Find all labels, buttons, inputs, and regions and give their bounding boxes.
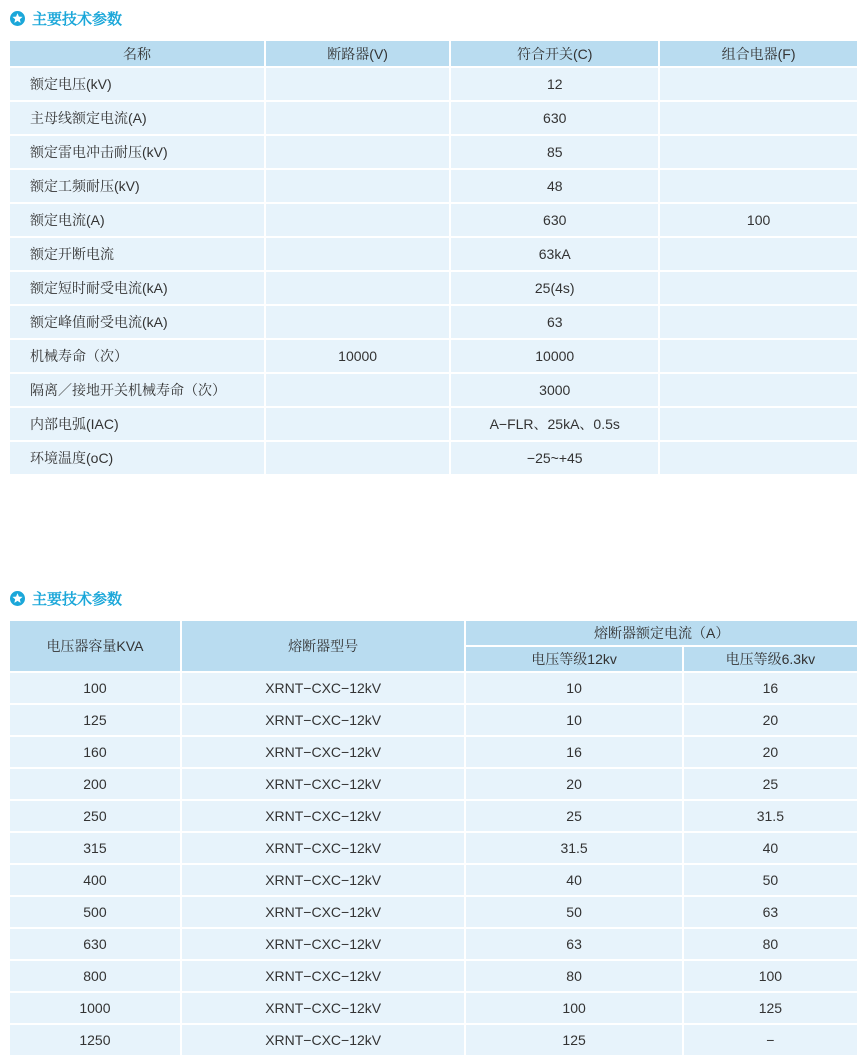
table2-header xyxy=(10,621,857,671)
table-cell: 160 xyxy=(10,737,180,767)
table-cell: 25 xyxy=(466,801,681,831)
table-cell: 85 xyxy=(451,136,658,168)
col-header-switch: 符合开关(C) xyxy=(451,41,658,66)
table-cell: 20 xyxy=(466,769,681,799)
table-cell: 内部电弧(IAC) xyxy=(10,408,264,440)
table-cell: 63 xyxy=(466,929,681,959)
table-cell: 环境温度(oC) xyxy=(10,442,264,474)
table2-header-row-1 xyxy=(10,621,857,645)
table-cell: 隔离／接地开关机械寿命（次） xyxy=(10,374,264,406)
table-row xyxy=(10,993,857,1023)
table-cell: 63 xyxy=(684,897,857,927)
table-cell: 630 xyxy=(451,102,658,134)
table-cell: 40 xyxy=(684,833,857,863)
table-cell: 500 xyxy=(10,897,180,927)
table-cell: 1250 xyxy=(10,1025,180,1055)
table-cell: 40 xyxy=(466,865,681,895)
section2-title: 主要技术参数 xyxy=(32,590,123,608)
table-cell: 80 xyxy=(684,929,857,959)
table-row xyxy=(10,408,857,440)
table-cell xyxy=(660,238,857,270)
table-cell: A−FLR、25kA、0.5s xyxy=(451,408,658,440)
col-header-fuse-model: 熔断器型号 xyxy=(182,621,465,671)
col-header-rated-current-group: 熔断器额定电流（A） xyxy=(466,621,857,645)
table2-body xyxy=(10,673,857,1055)
table-cell xyxy=(266,374,449,406)
col-header-combined: 组合电器(F) xyxy=(660,41,857,66)
table-row xyxy=(10,442,857,474)
table-row xyxy=(10,769,857,799)
table-row xyxy=(10,340,857,372)
table-cell xyxy=(266,204,449,236)
table-cell: 10 xyxy=(466,705,681,735)
table-cell: 额定工频耐压(kV) xyxy=(10,170,264,202)
table-cell: 63 xyxy=(451,306,658,338)
table-cell: 20 xyxy=(684,705,857,735)
table1-header xyxy=(10,41,857,66)
table-row xyxy=(10,929,857,959)
table-cell: 31.5 xyxy=(684,801,857,831)
table-cell: 25 xyxy=(684,769,857,799)
table-row xyxy=(10,170,857,202)
table-cell: 额定雷电冲击耐压(kV) xyxy=(10,136,264,168)
table-cell: 125 xyxy=(684,993,857,1023)
table-cell: 10 xyxy=(466,673,681,703)
table-row xyxy=(10,1025,857,1055)
table-cell: 400 xyxy=(10,865,180,895)
section2-heading xyxy=(10,588,859,608)
table-cell: 125 xyxy=(466,1025,681,1055)
table-cell: 31.5 xyxy=(466,833,681,863)
table-cell: XRNT−CXC−12kV xyxy=(182,1025,465,1055)
table-cell: 315 xyxy=(10,833,180,863)
table-cell xyxy=(266,306,449,338)
table-row xyxy=(10,306,857,338)
table-cell: 额定电压(kV) xyxy=(10,68,264,100)
table-cell xyxy=(660,170,857,202)
table-cell xyxy=(660,442,857,474)
table-cell: 3000 xyxy=(451,374,658,406)
table-cell: 额定短时耐受电流(kA) xyxy=(10,272,264,304)
table-cell: XRNT−CXC−12kV xyxy=(182,993,465,1023)
table-cell: 25(4s) xyxy=(451,272,658,304)
table-row xyxy=(10,204,857,236)
table-cell: 20 xyxy=(684,737,857,767)
table-cell xyxy=(660,68,857,100)
table-cell: 机械寿命（次） xyxy=(10,340,264,372)
col-header-breaker: 断路器(V) xyxy=(266,41,449,66)
section-spacer xyxy=(8,476,859,586)
col-header-name: 名称 xyxy=(10,41,264,66)
table-cell: 10000 xyxy=(451,340,658,372)
table-cell: 63kA xyxy=(451,238,658,270)
table-cell: XRNT−CXC−12kV xyxy=(182,865,465,895)
table-cell: 800 xyxy=(10,961,180,991)
table-cell: 80 xyxy=(466,961,681,991)
col-header-voltage-63kv: 电压等级6.3kv xyxy=(684,647,857,671)
table-cell xyxy=(266,136,449,168)
table-cell xyxy=(660,340,857,372)
table-row xyxy=(10,865,857,895)
table-row xyxy=(10,833,857,863)
col-header-voltage-12kv: 电压等级12kv xyxy=(466,647,681,671)
table-cell xyxy=(266,442,449,474)
table-cell xyxy=(660,136,857,168)
table-cell xyxy=(660,374,857,406)
table-cell: XRNT−CXC−12kV xyxy=(182,737,465,767)
table1-body xyxy=(10,68,857,474)
table-cell xyxy=(266,238,449,270)
table-row xyxy=(10,673,857,703)
table-cell: 额定开断电流 xyxy=(10,238,264,270)
table-cell: 630 xyxy=(451,204,658,236)
table-cell xyxy=(266,170,449,202)
table-cell: 100 xyxy=(660,204,857,236)
table-row xyxy=(10,238,857,270)
table-cell: 50 xyxy=(466,897,681,927)
fuse-rated-current-table xyxy=(8,619,859,1057)
table-row xyxy=(10,272,857,304)
table-cell: 48 xyxy=(451,170,658,202)
table-cell: 50 xyxy=(684,865,857,895)
table-cell xyxy=(660,102,857,134)
table-cell: 16 xyxy=(684,673,857,703)
table-cell xyxy=(660,306,857,338)
table1-header-row xyxy=(10,41,857,66)
table-row xyxy=(10,801,857,831)
table-cell xyxy=(660,272,857,304)
table-row xyxy=(10,737,857,767)
table-cell: − xyxy=(684,1025,857,1055)
table-cell: XRNT−CXC−12kV xyxy=(182,833,465,863)
table-cell xyxy=(660,408,857,440)
table-cell xyxy=(266,102,449,134)
table-cell: 1000 xyxy=(10,993,180,1023)
table-cell: XRNT−CXC−12kV xyxy=(182,769,465,799)
col-header-capacity: 电压器容量KVA xyxy=(10,621,180,671)
table-cell: −25~+45 xyxy=(451,442,658,474)
circled-star-icon xyxy=(10,591,25,606)
table-cell: 12 xyxy=(451,68,658,100)
table-row xyxy=(10,102,857,134)
table-row xyxy=(10,68,857,100)
section1-title: 主要技术参数 xyxy=(32,10,123,28)
table-cell: XRNT−CXC−12kV xyxy=(182,929,465,959)
table-cell xyxy=(266,408,449,440)
table-cell: 16 xyxy=(466,737,681,767)
table-cell: 额定电流(A) xyxy=(10,204,264,236)
table-cell: 125 xyxy=(10,705,180,735)
table-row xyxy=(10,705,857,735)
table-cell: 200 xyxy=(10,769,180,799)
table-cell: 250 xyxy=(10,801,180,831)
table-row xyxy=(10,961,857,991)
table-cell: XRNT−CXC−12kV xyxy=(182,673,465,703)
table-row xyxy=(10,136,857,168)
table-cell: 100 xyxy=(684,961,857,991)
table-cell: 100 xyxy=(10,673,180,703)
table-cell xyxy=(266,68,449,100)
table-cell: 10000 xyxy=(266,340,449,372)
table-cell: XRNT−CXC−12kV xyxy=(182,897,465,927)
table-cell: 主母线额定电流(A) xyxy=(10,102,264,134)
table-cell: 额定峰值耐受电流(kA) xyxy=(10,306,264,338)
table-row xyxy=(10,374,857,406)
table-cell: XRNT−CXC−12kV xyxy=(182,801,465,831)
circled-star-icon xyxy=(10,11,25,26)
table-cell: 100 xyxy=(466,993,681,1023)
table-cell: XRNT−CXC−12kV xyxy=(182,961,465,991)
technical-parameters-table xyxy=(8,39,859,476)
table-cell: 630 xyxy=(10,929,180,959)
table-row xyxy=(10,897,857,927)
section1-heading xyxy=(10,8,859,28)
table-cell: XRNT−CXC−12kV xyxy=(182,705,465,735)
table-cell xyxy=(266,272,449,304)
